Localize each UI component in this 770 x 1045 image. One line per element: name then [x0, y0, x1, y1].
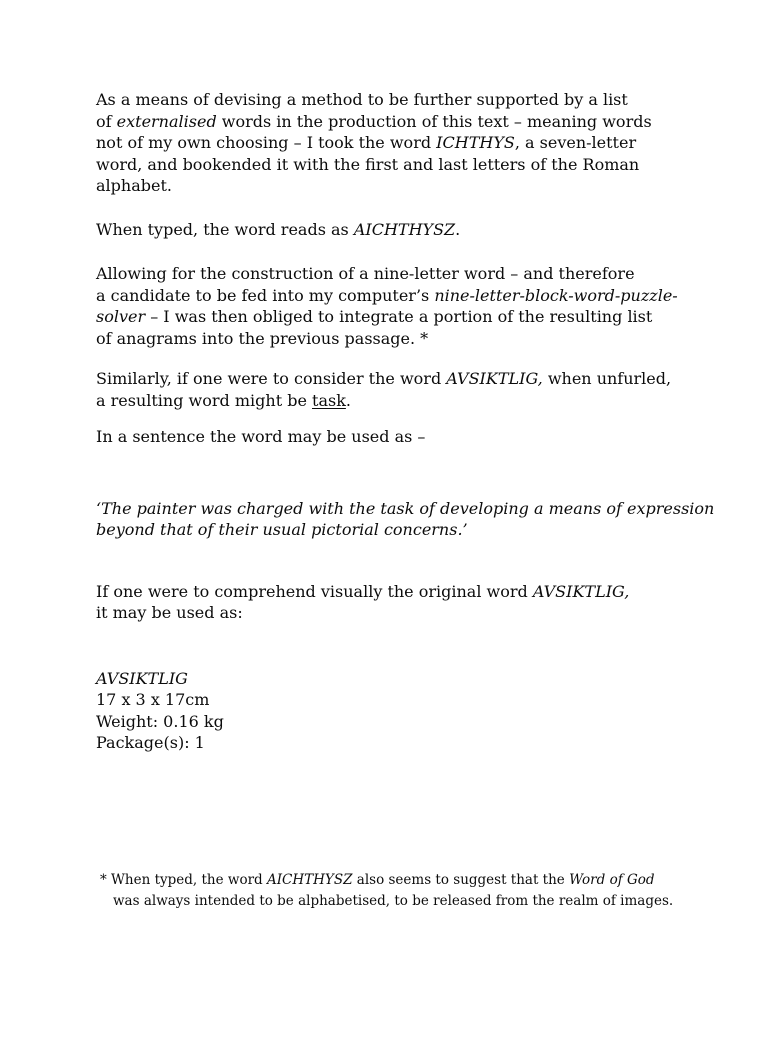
- paragraph-in-a-sentence: In a sentence the word may be used as –: [96, 427, 426, 446]
- quote-painter-task: ‘The painter was charged with the task of developing a means of expression beyond that of their usual pictorial concerns.’: [96, 498, 715, 539]
- footnote: * When typed, the word AICHTHYSZ also seems to suggest that the Word of God was always intended to be alphabetised, to be released from the realm of images.: [100, 871, 674, 909]
- paragraph-comprehend-visually: If one were to comprehend visually the original word AVSIKTLIG, it may be used as:: [96, 581, 630, 622]
- paragraph-when-typed: When typed, the word reads as AICHTHYSZ.: [96, 219, 461, 239]
- paragraph-devising-method: As a means of devising a method to be further supported by a list of externalised words in the production of this text – meaning words not of my own choosing – I took the word ICHTHYS, a seven-letter word, and bookended it with the first and last letters of the Roman alphabet.: [96, 90, 652, 195]
- text-column: [96, 89, 741, 912]
- paragraph-allowing-construction: Allowing for the construction of a nine-letter word – and therefore a candidate to be fed into my computer’s nine-letter-block-word-puzzle- solver – I was then obliged to integrate a portion of the resulting list of anagrams into the previous passage. *: [96, 264, 678, 348]
- paragraph-similarly: Similarly, if one were to consider the word AVSIKTLIG, when unfurled, a resulting word might be task.: [96, 369, 672, 410]
- product-spec-block: AVSIKTLIG 17 x 3 x 17cm Weight: 0.16 kg Package(s): 1: [96, 668, 224, 752]
